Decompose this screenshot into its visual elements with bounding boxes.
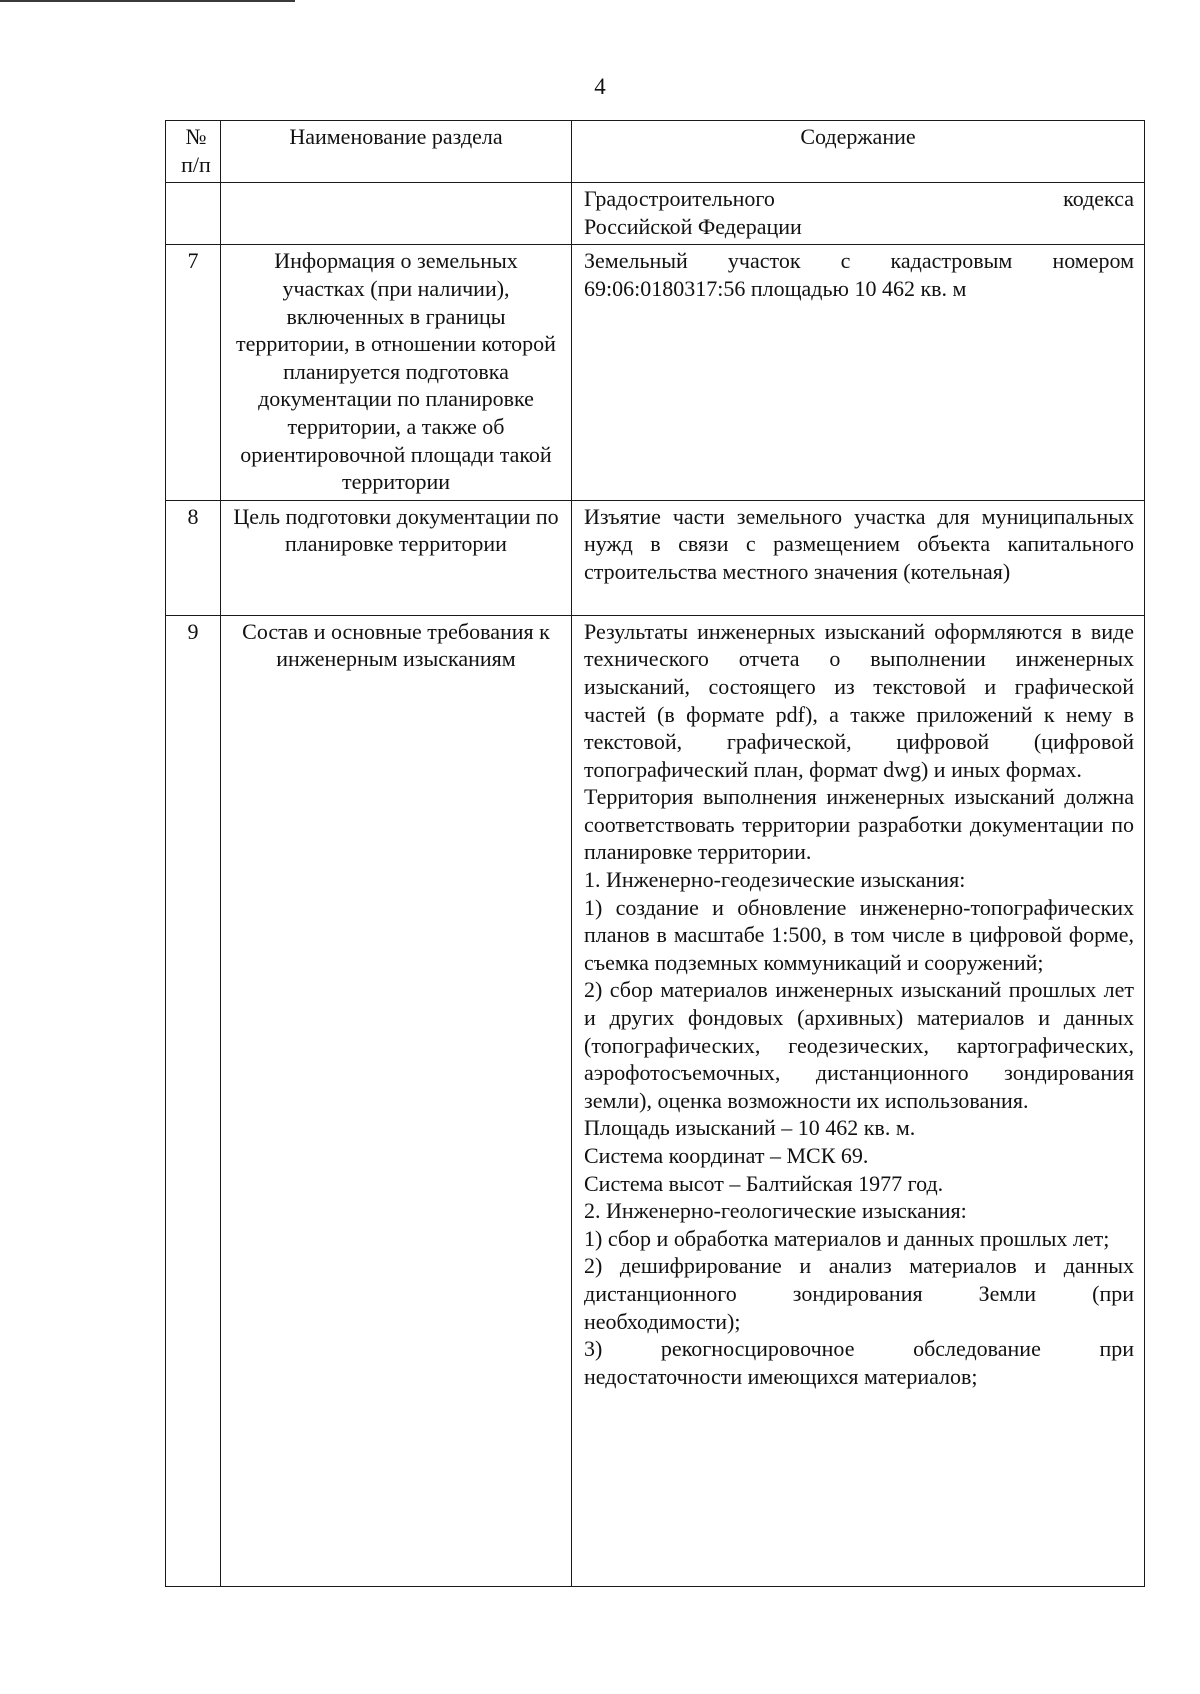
- header-content: Содержание: [572, 121, 1145, 183]
- table-row: [166, 615, 1145, 1586]
- cell-content: [572, 615, 1145, 1586]
- content-paragraph: 2. Инженерно-геологические изыскания:: [584, 1198, 967, 1224]
- content-paragraph: Территория выполнения инженерных изысканий должна соответствовать территории разработки документации по планировке территории.: [584, 784, 1134, 865]
- cell-number: 7: [166, 245, 221, 500]
- header-section-name: Наименование раздела: [221, 121, 572, 183]
- content-paragraph: Результаты инженерных изысканий оформляются в виде технического отчета о выполнении инженерных изысканий, состоящего из текстовой и графической частей (в формате pdf), а также приложений к нему в текстовой, графической, цифровой (цифровой топографический план, формат dwg) и иных формах.: [584, 618, 1134, 782]
- continuation-line-2: Российской Федерации: [584, 213, 802, 239]
- table-row-continuation: [166, 183, 1145, 245]
- page-number: 4: [594, 74, 606, 99]
- cell-content: Изъятие части земельного участка для муниципальных нужд в связи с размещением объекта капитального строительства местного значения (котельная): [572, 500, 1145, 615]
- content-paragraph: Система высот – Балтийская 1977 год.: [584, 1170, 944, 1196]
- scan-edge-line: [0, 0, 295, 2]
- content-paragraph: 3) рекогносцировочное обследование при недостаточности имеющихся материалов;: [584, 1336, 1134, 1389]
- header-number: [166, 121, 221, 183]
- requirements-table: [165, 120, 1145, 1587]
- content-paragraph: 2) сбор материалов инженерных изысканий прошлых лет и других фондовых (архивных) материалов и данных (топографических, геодезических, картографических, аэрофотосъемочных, дистанционного зондирования земли), оценка возможности их использования.: [584, 977, 1134, 1113]
- content-paragraph: 1) сбор и обработка материалов и данных прошлых лет;: [584, 1225, 1110, 1251]
- cell-section-name: Информация о земельных участках (при наличии), включенных в границы территории, в отношении которой планируется подготовка документации по планировке территории, а также об ориентировочной площади такой территории: [221, 245, 572, 500]
- content-paragraph: 1) создание и обновление инженерно-топографических планов в масштабе 1:500, в том числе в цифровой форме, съемка подземных коммуникаций и сооружений;: [584, 894, 1134, 975]
- cell-content-continuation: [572, 183, 1145, 245]
- content-paragraph: Система координат – МСК 69.: [584, 1143, 869, 1168]
- content-paragraph: Площадь изысканий – 10 462 кв. м.: [584, 1115, 916, 1141]
- cell-number: 8: [166, 500, 221, 615]
- cell-number-empty: [166, 183, 221, 245]
- cell-name-empty: [221, 183, 572, 245]
- cell-section-name: Цель подготовки документации по планировке территории: [221, 500, 572, 615]
- content-paragraph: 1. Инженерно-геодезические изыскания:: [584, 867, 966, 893]
- cell-section-name: Состав и основные требования к инженерным изысканиям: [221, 615, 572, 1586]
- table-row: [166, 245, 1145, 500]
- header-number-label: № п/п: [181, 124, 211, 177]
- cell-number: 9: [166, 615, 221, 1586]
- table-header-row: [166, 121, 1145, 183]
- content-paragraph: 2) дешифрирование и анализ материалов и данных дистанционного зондирования Земли (при необходимости);: [584, 1253, 1134, 1334]
- cell-content: Земельный участок с кадастровым номером 69:06:0180317:56 площадью 10 462 кв. м: [572, 245, 1145, 500]
- table-row: [166, 500, 1145, 615]
- continuation-line-1: Градостроительного кодекса: [584, 186, 1134, 212]
